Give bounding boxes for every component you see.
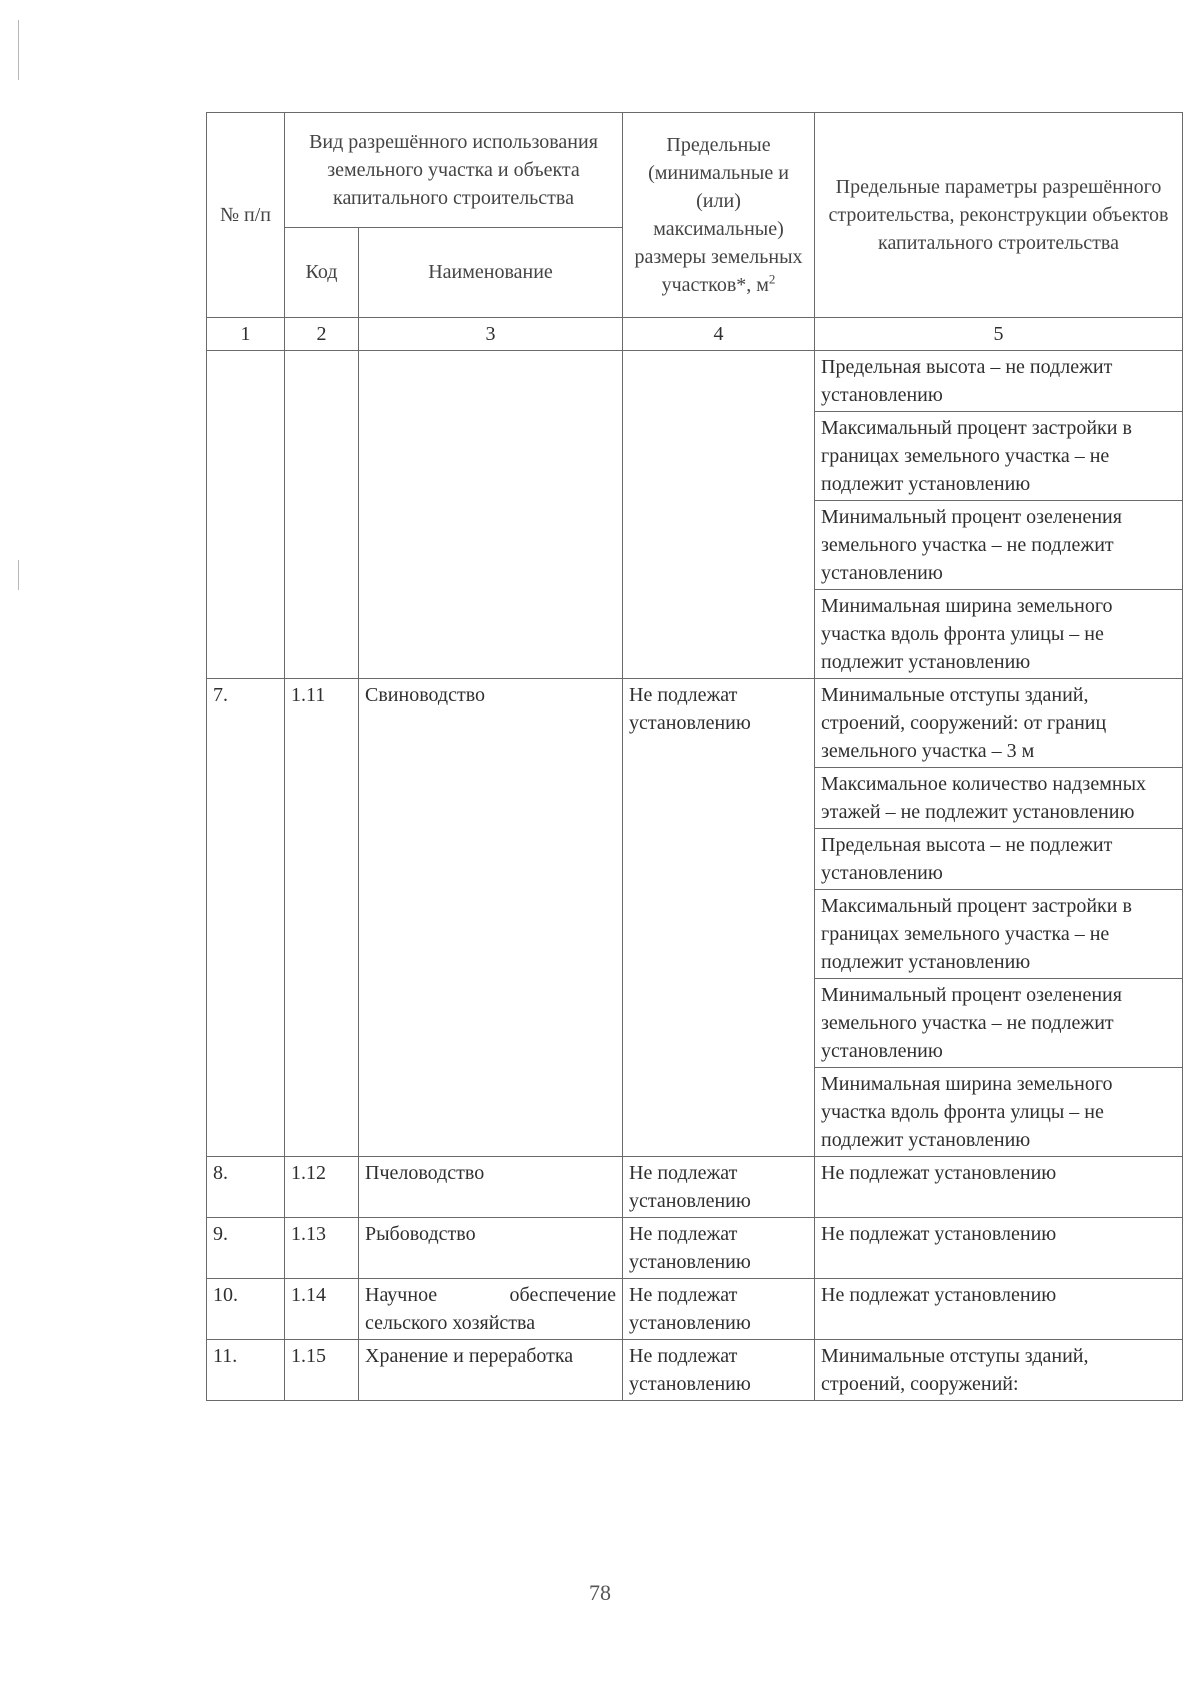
margin-mark [18, 20, 19, 80]
param-cell: Минимальный процент озеленения земельного участка – не подлежит установлению [815, 501, 1183, 590]
header-code: Код [285, 227, 359, 317]
header-size-part1: Предельные (минимальные и (или) максимальные) [648, 134, 789, 240]
table-row [207, 1218, 1183, 1279]
row-size: Не подлежат установлению [623, 1340, 815, 1401]
param-cell: Предельная высота – не подлежит установлению [815, 829, 1183, 890]
cont-num [207, 351, 285, 679]
row-num: 9. [207, 1218, 285, 1279]
row-code: 1.13 [285, 1218, 359, 1279]
header-params: Предельные параметры разрешённого строительства, реконструкции объектов капитального строительства [815, 113, 1183, 318]
col-number: 2 [285, 318, 359, 351]
param-cell: Минимальная ширина земельного участка вдоль фронта улицы – не подлежит установлению [815, 1068, 1183, 1157]
header-size-sup: 2 [768, 271, 776, 287]
param-cell: Минимальные отступы зданий, строений, сооружений: [815, 1340, 1183, 1401]
row-code: 1.14 [285, 1279, 359, 1340]
row-name: Рыбоводство [359, 1218, 623, 1279]
header-name: Наименование [359, 227, 623, 317]
col-number: 5 [815, 318, 1183, 351]
param-cell: Минимальные отступы зданий, строений, сооружений: от границ земельного участка – 3 м [815, 679, 1183, 768]
table-row [207, 1279, 1183, 1340]
param-cell: Предельная высота – не подлежит установлению [815, 351, 1183, 412]
regulations-table [206, 112, 1183, 1401]
param-cell: Максимальное количество надземных этажей – не подлежит установлению [815, 768, 1183, 829]
param-cell: Минимальный процент озеленения земельного участка – не подлежит установлению [815, 979, 1183, 1068]
table-row [207, 679, 1183, 768]
column-numbers-row [207, 318, 1183, 351]
row-size: Не подлежат установлению [623, 1157, 815, 1218]
col-number: 3 [359, 318, 623, 351]
row-size: Не подлежат установлению [623, 679, 815, 1157]
row-size: Не подлежат установлению [623, 1218, 815, 1279]
row-num: 8. [207, 1157, 285, 1218]
row-name: Пчеловодство [359, 1157, 623, 1218]
cont-code [285, 351, 359, 679]
table-row [207, 351, 1183, 412]
header-vid: Вид разрешённого использования земельного участка и объекта капитального строительства [285, 113, 623, 228]
row-code: 1.12 [285, 1157, 359, 1218]
margin-mark [18, 560, 19, 590]
header-size [623, 113, 815, 318]
param-cell: Максимальный процент застройки в границах земельного участка – не подлежит установлению [815, 412, 1183, 501]
row-name: Научное обеспечение сельского хозяйства [359, 1279, 623, 1340]
page-number: 78 [589, 1580, 611, 1605]
col-number: 1 [207, 318, 285, 351]
row-code: 1.15 [285, 1340, 359, 1401]
col-number: 4 [623, 318, 815, 351]
param-cell: Максимальный процент застройки в границах земельного участка – не подлежит установлению [815, 890, 1183, 979]
row-code: 1.11 [285, 679, 359, 1157]
cont-size [623, 351, 815, 679]
table-row [207, 1340, 1183, 1401]
row-num: 11. [207, 1340, 285, 1401]
row-name: Свиноводство [359, 679, 623, 1157]
param-cell: Не подлежат установлению [815, 1157, 1183, 1218]
row-name: Хранение и переработка [359, 1340, 623, 1401]
param-cell: Минимальная ширина земельного участка вдоль фронта улицы – не подлежит установлению [815, 590, 1183, 679]
row-size: Не подлежат установлению [623, 1279, 815, 1340]
header-size-part2: размеры земельных участков*, м [634, 246, 803, 296]
table-row [207, 1157, 1183, 1218]
header-num: № п/п [207, 113, 285, 318]
cont-name [359, 351, 623, 679]
header-row [207, 113, 1183, 228]
row-num: 10. [207, 1279, 285, 1340]
param-cell: Не подлежат установлению [815, 1279, 1183, 1340]
param-cell: Не подлежат установлению [815, 1218, 1183, 1279]
row-num: 7. [207, 679, 285, 1157]
